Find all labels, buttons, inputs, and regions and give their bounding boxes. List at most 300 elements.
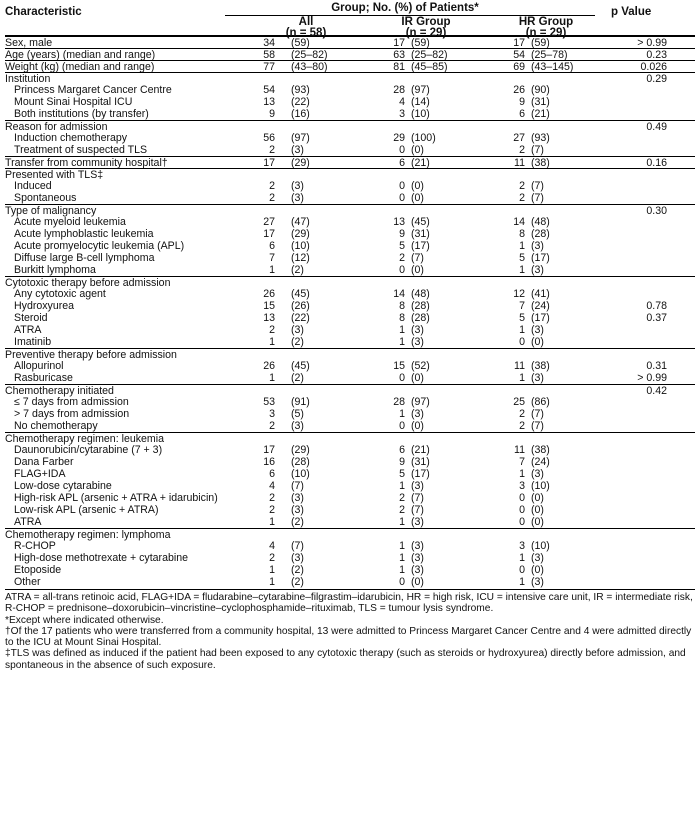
cell-ir-count: 1 [399, 336, 405, 348]
cell-all-percent: (45) [291, 360, 310, 372]
cell-hr-percent: (38) [531, 444, 550, 456]
cell-hr-count: 0 [519, 492, 525, 504]
cell-hr-percent: (0) [531, 492, 544, 504]
cell-ir-count: 1 [399, 564, 405, 576]
row-label: Dana Farber [14, 456, 74, 468]
table-row [5, 336, 695, 348]
cell-ir-percent: (14) [411, 96, 430, 108]
cell-ir-percent: (3) [411, 540, 424, 552]
cell-p-value: > 0.99 [637, 37, 667, 49]
row-label: Burkitt lymphoma [14, 264, 96, 276]
cell-all-count: 58 [263, 49, 275, 61]
cell-all-count: 2 [269, 180, 275, 192]
characteristic-header: Characteristic [5, 6, 82, 18]
cell-hr-percent: (28) [531, 228, 550, 240]
cell-ir-count: 29 [393, 132, 405, 144]
cell-ir-count: 0 [399, 420, 405, 432]
cell-hr-count: 7 [519, 300, 525, 312]
cell-hr-count: 5 [519, 252, 525, 264]
cell-all-percent: (7) [291, 480, 304, 492]
cell-ir-count: 4 [399, 96, 405, 108]
row-label: Type of malignancy [5, 205, 97, 217]
cell-hr-count: 2 [519, 180, 525, 192]
row-label: Mount Sinai Hospital ICU [14, 96, 133, 108]
table-row [5, 204, 695, 216]
cell-ir-count: 0 [399, 192, 405, 204]
cell-hr-percent: (7) [531, 192, 544, 204]
cell-ir-count: 1 [399, 324, 405, 336]
row-label: Acute myeloid leukemia [14, 216, 126, 228]
cell-ir-percent: (0) [411, 144, 424, 156]
cell-hr-count: 1 [519, 324, 525, 336]
cell-ir-count: 1 [399, 408, 405, 420]
cell-all-count: 1 [269, 264, 275, 276]
cell-ir-count: 2 [399, 504, 405, 516]
cell-ir-count: 1 [399, 540, 405, 552]
cell-ir-count: 9 [399, 228, 405, 240]
cell-all-percent: (3) [291, 324, 304, 336]
cell-ir-percent: (25–82) [411, 49, 448, 61]
cell-hr-percent: (3) [531, 264, 544, 276]
row-label: Acute lymphoblastic leukemia [14, 228, 154, 240]
cell-ir-percent: (28) [411, 300, 430, 312]
cell-p-value: 0.31 [646, 360, 667, 372]
cell-all-count: 2 [269, 504, 275, 516]
table-row [5, 48, 695, 60]
cell-all-count: 4 [269, 480, 275, 492]
cell-hr-count: 2 [519, 408, 525, 420]
cell-ir-count: 5 [399, 468, 405, 480]
table-row [5, 468, 695, 480]
cell-all-percent: (3) [291, 492, 304, 504]
cell-all-count: 1 [269, 336, 275, 348]
cell-ir-count: 28 [393, 396, 405, 408]
footnote-double-dagger: ‡TLS was defined as induced if the patient had been exposed to any cytotoxic therapy (such as steroids or hydroxyurea) directly before admission, and spontaneous in the absence of such exposure. [5, 648, 686, 671]
table-row [5, 564, 695, 576]
table-row [5, 432, 695, 444]
cell-all-percent: (29) [291, 157, 310, 169]
cell-ir-percent: (3) [411, 408, 424, 420]
cell-all-count: 1 [269, 372, 275, 384]
cell-hr-percent: (3) [531, 468, 544, 480]
table-row [5, 216, 695, 228]
row-label: Institution [5, 73, 51, 85]
cell-all-count: 16 [263, 456, 275, 468]
cell-all-percent: (10) [291, 468, 310, 480]
cell-hr-count: 1 [519, 576, 525, 588]
table-row [5, 180, 695, 192]
table-row [5, 408, 695, 420]
cell-all-percent: (3) [291, 144, 304, 156]
row-label: No chemotherapy [14, 420, 98, 432]
cell-all-count: 2 [269, 192, 275, 204]
row-label: Weight (kg) (median and range) [5, 61, 155, 73]
cell-all-percent: (3) [291, 420, 304, 432]
cell-ir-percent: (48) [411, 288, 430, 300]
cell-hr-percent: (0) [531, 504, 544, 516]
column-header-hr: HR Group (n = 29) [518, 16, 574, 39]
cell-all-count: 17 [263, 444, 275, 456]
cell-hr-percent: (0) [531, 336, 544, 348]
cell-hr-count: 27 [513, 132, 525, 144]
cell-all-count: 1 [269, 564, 275, 576]
cell-all-percent: (7) [291, 540, 304, 552]
cell-ir-count: 81 [393, 61, 405, 73]
cell-hr-percent: (17) [531, 312, 550, 324]
cell-hr-count: 3 [519, 480, 525, 492]
table-body [5, 36, 695, 588]
table-header [5, 2, 695, 39]
cell-hr-percent: (3) [531, 324, 544, 336]
cell-ir-percent: (3) [411, 324, 424, 336]
cell-hr-count: 0 [519, 336, 525, 348]
row-label: Induction chemotherapy [14, 132, 128, 144]
cell-p-value: > 0.99 [637, 372, 667, 384]
cell-all-count: 4 [269, 540, 275, 552]
row-label: > 7 days from admission [14, 408, 130, 420]
cell-ir-count: 13 [393, 216, 405, 228]
cell-all-percent: (22) [291, 312, 310, 324]
cell-hr-count: 2 [519, 192, 525, 204]
row-label: Preventive therapy before admission [5, 349, 177, 361]
cell-all-count: 2 [269, 420, 275, 432]
cell-ir-percent: (0) [411, 372, 424, 384]
table-row [5, 324, 695, 336]
table-row [5, 576, 695, 588]
footnotes [5, 589, 695, 671]
cell-hr-count: 1 [519, 372, 525, 384]
row-label: Acute promyelocytic leukemia (APL) [14, 240, 185, 252]
cell-ir-count: 0 [399, 144, 405, 156]
cell-ir-percent: (3) [411, 516, 424, 528]
cell-all-percent: (2) [291, 264, 304, 276]
row-label: Allopurinol [14, 360, 64, 372]
cell-hr-count: 0 [519, 504, 525, 516]
cell-hr-count: 1 [519, 264, 525, 276]
row-label: Spontaneous [14, 192, 77, 204]
cell-hr-percent: (3) [531, 552, 544, 564]
cell-ir-count: 9 [399, 456, 405, 468]
table-row [5, 552, 695, 564]
cell-all-count: 6 [269, 468, 275, 480]
row-label: Low-dose cytarabine [14, 480, 112, 492]
cell-all-count: 17 [263, 157, 275, 169]
table-row [5, 252, 695, 264]
row-label: Diffuse large B-cell lymphoma [14, 252, 155, 264]
cell-hr-percent: (3) [531, 576, 544, 588]
cell-hr-count: 25 [513, 396, 525, 408]
cell-ir-count: 0 [399, 180, 405, 192]
row-label: Imatinib [14, 336, 52, 348]
cell-hr-percent: (0) [531, 516, 544, 528]
row-label: High-risk APL (arsenic + ATRA + idarubicin) [14, 492, 218, 504]
cell-p-value: 0.42 [646, 385, 667, 397]
cell-p-value: 0.29 [646, 73, 667, 85]
cell-ir-percent: (3) [411, 564, 424, 576]
cell-p-value: 0.026 [640, 61, 667, 73]
cell-ir-count: 6 [399, 157, 405, 169]
cell-all-percent: (59) [291, 37, 310, 49]
cell-all-count: 3 [269, 408, 275, 420]
cell-all-percent: (2) [291, 576, 304, 588]
cell-all-percent: (2) [291, 372, 304, 384]
cell-ir-percent: (10) [411, 108, 430, 120]
cell-ir-percent: (21) [411, 157, 430, 169]
cell-hr-count: 1 [519, 552, 525, 564]
cell-ir-percent: (59) [411, 37, 430, 49]
cell-all-count: 17 [263, 228, 275, 240]
cell-p-value: 0.16 [646, 157, 667, 169]
cell-hr-count: 12 [513, 288, 525, 300]
footnote-abbreviations: ATRA = all-trans retinoic acid, FLAG+IDA = fludarabine–cytarabine–filgrastim–idarubicin, HR = high risk, ICU = intensive care unit, IR = intermediate risk, R-CHOP = prednisone–doxorubicin–vincristine–cyclophosphamide–rituximab, TLS = tumour lysis syndrome. [5, 592, 693, 615]
table-row [5, 516, 695, 528]
table-row [5, 396, 695, 408]
cell-ir-count: 15 [393, 360, 405, 372]
cell-ir-percent: (7) [411, 252, 424, 264]
cell-ir-percent: (7) [411, 504, 424, 516]
table-row [5, 528, 695, 540]
cell-p-value: 0.78 [646, 300, 667, 312]
cell-hr-percent: (43–145) [531, 61, 574, 73]
row-label: Other [14, 576, 41, 588]
cell-all-count: 2 [269, 144, 275, 156]
cell-all-percent: (3) [291, 192, 304, 204]
cell-all-count: 27 [263, 216, 275, 228]
cell-ir-count: 28 [393, 84, 405, 96]
row-label: R-CHOP [14, 540, 56, 552]
cell-hr-percent: (48) [531, 216, 550, 228]
cell-p-value: 0.30 [646, 205, 667, 217]
cell-all-count: 1 [269, 516, 275, 528]
cell-all-count: 53 [263, 396, 275, 408]
cell-hr-percent: (24) [531, 456, 550, 468]
cell-hr-count: 1 [519, 468, 525, 480]
table-row [5, 36, 695, 48]
cell-ir-count: 2 [399, 492, 405, 504]
cell-all-percent: (29) [291, 228, 310, 240]
cell-all-percent: (16) [291, 108, 310, 120]
cell-all-percent: (29) [291, 444, 310, 456]
cell-hr-percent: (17) [531, 252, 550, 264]
cell-p-value: 0.23 [646, 49, 667, 61]
cell-all-count: 13 [263, 312, 275, 324]
cell-hr-count: 3 [519, 540, 525, 552]
cell-all-count: 2 [269, 492, 275, 504]
cell-all-count: 77 [263, 61, 275, 73]
cell-hr-count: 11 [514, 157, 525, 169]
table-row [5, 60, 695, 72]
cell-ir-count: 0 [399, 372, 405, 384]
table-row [5, 312, 695, 324]
cell-p-value: 0.49 [646, 121, 667, 133]
cell-ir-percent: (28) [411, 312, 430, 324]
cell-ir-count: 8 [399, 312, 405, 324]
row-label: Transfer from community hospital† [5, 157, 168, 169]
column-header-all: All (n = 58) [285, 16, 327, 39]
cell-hr-percent: (90) [531, 84, 550, 96]
cell-hr-percent: (93) [531, 132, 550, 144]
table-row [5, 288, 695, 300]
row-label: Princess Margaret Cancer Centre [14, 84, 172, 96]
cell-hr-count: 54 [513, 49, 525, 61]
table-row [5, 540, 695, 552]
cell-hr-percent: (38) [531, 360, 550, 372]
cell-hr-count: 14 [513, 216, 525, 228]
cell-hr-count: 5 [519, 312, 525, 324]
row-label: Hydroxyurea [14, 300, 75, 312]
row-label: Chemotherapy regimen: leukemia [5, 433, 164, 445]
cell-ir-count: 8 [399, 300, 405, 312]
table-row [5, 84, 695, 96]
table-row [5, 228, 695, 240]
row-label: Low-risk APL (arsenic + ATRA) [14, 504, 159, 516]
table-row [5, 96, 695, 108]
cell-ir-percent: (3) [411, 336, 424, 348]
table-row [5, 372, 695, 384]
table-row [5, 360, 695, 372]
cell-all-percent: (12) [291, 252, 310, 264]
row-label: Rasburicase [14, 372, 73, 384]
cell-hr-percent: (21) [531, 108, 550, 120]
row-label: Daunorubicin/cytarabine (7 + 3) [14, 444, 163, 456]
cell-ir-percent: (3) [411, 480, 424, 492]
cell-hr-count: 17 [513, 37, 525, 49]
cell-ir-count: 14 [393, 288, 405, 300]
cell-hr-count: 26 [513, 84, 525, 96]
cell-ir-count: 17 [393, 37, 405, 49]
cell-all-percent: (3) [291, 552, 304, 564]
cell-hr-percent: (31) [531, 96, 550, 108]
cell-all-percent: (3) [291, 180, 304, 192]
cell-hr-percent: (0) [531, 564, 544, 576]
table-row [5, 456, 695, 468]
p-value-header: p Value [611, 6, 652, 18]
cell-all-count: 1 [269, 576, 275, 588]
cell-all-percent: (43–80) [291, 61, 328, 73]
cell-all-count: 6 [269, 240, 275, 252]
column-header-ir: IR Group (n = 29) [401, 16, 451, 39]
cell-all-count: 2 [269, 552, 275, 564]
cell-ir-percent: (0) [411, 192, 424, 204]
cell-hr-count: 2 [519, 420, 525, 432]
cell-hr-percent: (25–78) [531, 49, 568, 61]
row-label: Steroid [14, 312, 48, 324]
table-row [5, 420, 695, 432]
table-row [5, 264, 695, 276]
cell-all-count: 26 [263, 360, 275, 372]
footnote-star: *Except where indicated otherwise. [5, 614, 164, 626]
cell-all-count: 7 [269, 252, 275, 264]
cell-all-percent: (45) [291, 288, 310, 300]
cell-all-percent: (2) [291, 516, 304, 528]
cell-hr-count: 11 [514, 360, 525, 372]
cell-ir-count: 2 [399, 252, 405, 264]
cell-all-count: 2 [269, 324, 275, 336]
cell-hr-percent: (24) [531, 300, 550, 312]
cell-ir-percent: (7) [411, 492, 424, 504]
cell-hr-percent: (59) [531, 37, 550, 49]
cell-hr-count: 69 [513, 61, 525, 73]
cell-hr-count: 11 [514, 444, 525, 456]
cell-ir-percent: (0) [411, 576, 424, 588]
row-label: Presented with TLS‡ [5, 169, 104, 181]
table-row [5, 240, 695, 252]
cell-ir-count: 1 [399, 480, 405, 492]
cell-ir-count: 6 [399, 444, 405, 456]
row-label: Both institutions (by transfer) [14, 108, 149, 120]
cell-ir-percent: (100) [411, 132, 436, 144]
cell-hr-count: 0 [519, 564, 525, 576]
table-row [5, 156, 695, 168]
row-label: High-dose methotrexate + cytarabine [14, 552, 189, 564]
table-row [5, 168, 695, 180]
cell-ir-percent: (31) [411, 456, 430, 468]
cell-all-percent: (47) [291, 216, 310, 228]
cell-ir-count: 5 [399, 240, 405, 252]
table-row [5, 492, 695, 504]
cell-all-percent: (25–82) [291, 49, 328, 61]
table-row [5, 480, 695, 492]
cell-all-count: 56 [263, 132, 275, 144]
cell-ir-percent: (45) [411, 216, 430, 228]
cell-ir-percent: (31) [411, 228, 430, 240]
cell-all-percent: (26) [291, 300, 310, 312]
table-row [5, 144, 695, 156]
row-label: Chemotherapy regimen: lymphoma [5, 529, 171, 541]
cell-ir-percent: (0) [411, 420, 424, 432]
cell-all-percent: (3) [291, 504, 304, 516]
row-label: Chemotherapy initiated [5, 385, 114, 397]
cell-ir-percent: (97) [411, 84, 430, 96]
cell-hr-percent: (10) [531, 540, 550, 552]
cell-all-percent: (2) [291, 564, 304, 576]
cell-p-value: 0.37 [646, 312, 667, 324]
cell-all-percent: (97) [291, 132, 310, 144]
cell-hr-percent: (7) [531, 144, 544, 156]
cell-ir-count: 0 [399, 576, 405, 588]
cell-all-percent: (28) [291, 456, 310, 468]
row-label: Sex, male [5, 37, 53, 49]
cell-ir-percent: (0) [411, 264, 424, 276]
cell-ir-percent: (97) [411, 396, 430, 408]
cell-ir-percent: (21) [411, 444, 430, 456]
cell-ir-count: 0 [399, 264, 405, 276]
cell-hr-percent: (3) [531, 240, 544, 252]
cell-hr-count: 7 [519, 456, 525, 468]
cell-all-percent: (91) [291, 396, 310, 408]
cell-ir-count: 63 [393, 49, 405, 61]
cell-hr-count: 8 [519, 228, 525, 240]
row-label: Age (years) (median and range) [5, 49, 156, 61]
row-label: ≤ 7 days from admission [14, 396, 129, 408]
cell-ir-count: 1 [399, 516, 405, 528]
cell-all-count: 15 [263, 300, 275, 312]
group-header: Group; No. (%) of Patients* [331, 2, 479, 14]
cell-ir-percent: (17) [411, 468, 430, 480]
row-label: ATRA [14, 516, 42, 528]
cell-ir-count: 3 [399, 108, 405, 120]
footnote-dagger: †Of the 17 patients who were transferred from a community hospital, 13 were admitted to Princess Margaret Cancer Centre and 4 were admitted directly to the ICU at Mount Sinai Hospital. [5, 625, 692, 649]
table-row [5, 384, 695, 396]
cell-all-percent: (93) [291, 84, 310, 96]
cell-all-percent: (10) [291, 240, 310, 252]
cell-all-percent: (22) [291, 96, 310, 108]
cell-ir-percent: (0) [411, 180, 424, 192]
table-row [5, 276, 695, 288]
cell-ir-count: 1 [399, 552, 405, 564]
cell-hr-count: 1 [519, 240, 525, 252]
cell-hr-percent: (86) [531, 396, 550, 408]
